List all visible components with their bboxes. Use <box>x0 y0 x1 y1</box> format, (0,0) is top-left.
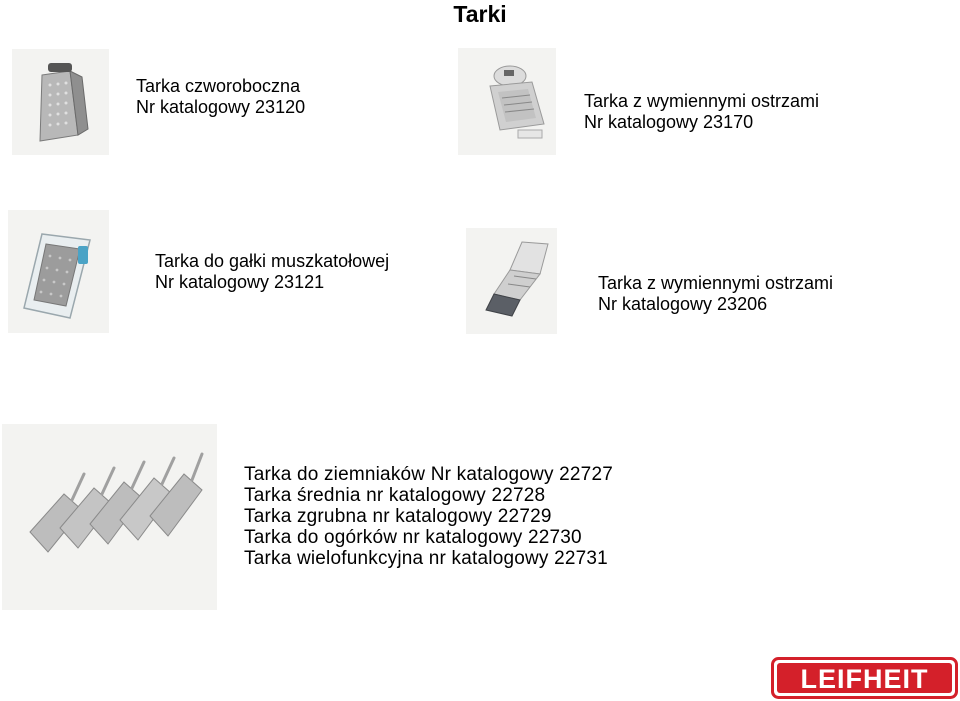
list-item: Tarka do ogórków nr katalogowy 22730 <box>244 527 582 548</box>
product-catalog-number: Nr katalogowy 23121 <box>155 272 325 292</box>
product-catalog-number: Nr katalogowy 23170 <box>584 112 754 132</box>
product-name: Tarka z wymiennymi ostrzami <box>598 273 834 293</box>
grater-set-image <box>2 424 217 610</box>
mandoline-image <box>466 228 557 334</box>
product-catalog-number: Nr katalogowy 23206 <box>598 294 768 314</box>
box-grater-image <box>12 49 109 155</box>
product-text-23120 <box>136 76 305 118</box>
leifheit-logo <box>771 657 958 699</box>
blade-grater-image <box>458 48 556 155</box>
product-text-23121 <box>155 251 389 293</box>
product-text-23170 <box>584 91 819 133</box>
nutmeg-grater-image <box>8 210 109 333</box>
list-item: Tarka średnia nr katalogowy 22728 <box>244 485 546 506</box>
grater-set-list <box>244 464 613 569</box>
product-name: Tarka do gałki muszkatołowej <box>155 251 390 271</box>
svg-text:LEIFHEIT: LEIFHEIT <box>800 664 929 694</box>
product-catalog-number: Nr katalogowy 23120 <box>136 97 306 117</box>
page-title: Tarki <box>453 1 507 27</box>
list-item: Tarka wielofunkcyjna nr katalogowy 22731 <box>244 548 608 569</box>
product-name: Tarka czworoboczna <box>136 76 301 96</box>
product-text-23206 <box>598 273 833 315</box>
list-item: Tarka zgrubna nr katalogowy 22729 <box>244 506 552 527</box>
product-name: Tarka z wymiennymi ostrzami <box>584 91 820 111</box>
list-item: Tarka do ziemniaków Nr katalogowy 22727 <box>244 464 613 485</box>
